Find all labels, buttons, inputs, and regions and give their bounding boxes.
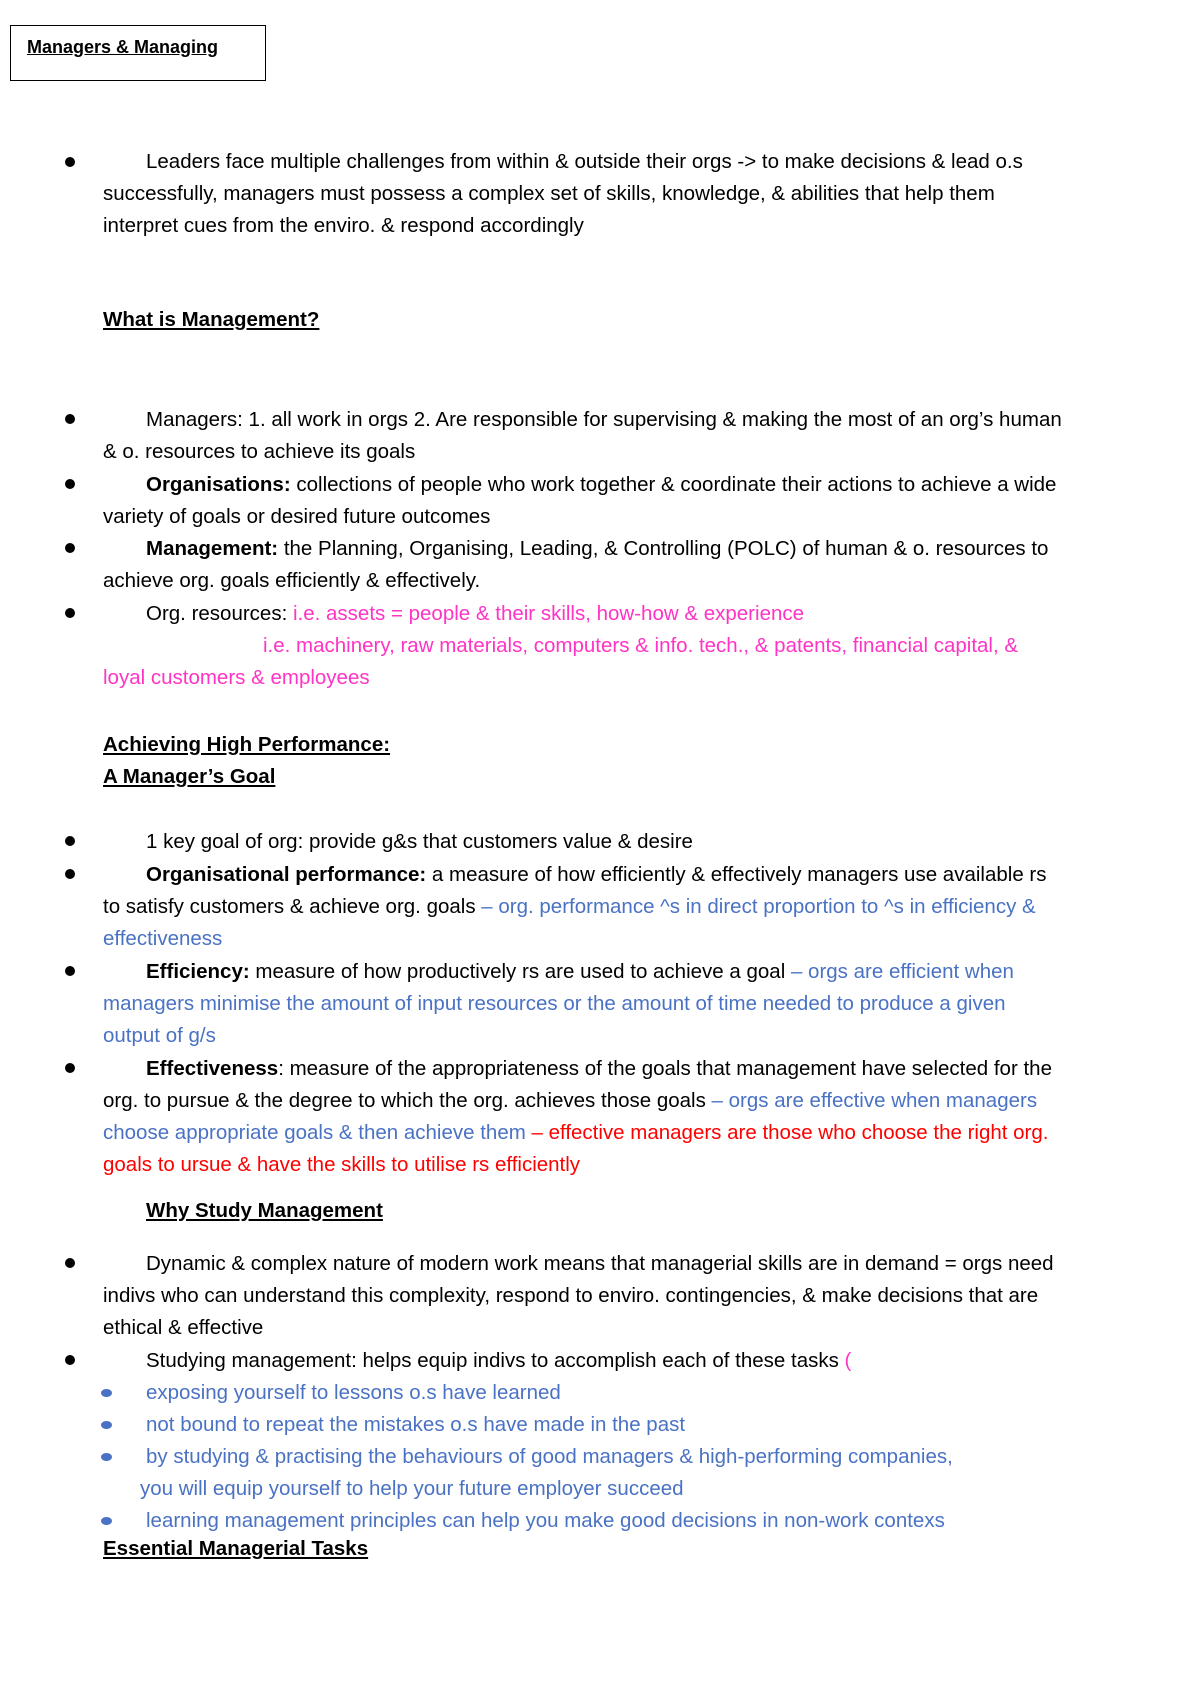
- sub-bullet-icon: [101, 1389, 112, 1397]
- bullet-icon: [65, 1063, 75, 1073]
- studying-text: Studying management: helps equip indivs to accomplish each of these tasks: [146, 1349, 845, 1372]
- goal-text: 1 key goal of org: provide g&s that customers value & desire: [146, 830, 693, 853]
- effectiveness-note: – orgs are effective when managers choose appropriate goals & then achieve them: [103, 1089, 1038, 1144]
- managers-text: Managers: 1. all work in orgs 2. Are responsible for supervising & making the most of an org’s human & o. resources to achieve its goals: [103, 408, 1062, 463]
- organisations-term: Organisations:: [146, 473, 291, 496]
- sub-item-lessons: exposing yourself to lessons o.s have learned: [146, 1381, 561, 1404]
- bullet-icon: [65, 157, 75, 167]
- resources-continuation: i.e. machinery, raw materials, computers & info. tech., & patents, financial capital, & loyal customers & employees: [103, 634, 1019, 689]
- bullet-icon: [65, 543, 75, 553]
- resources-assets-text: i.e. assets = people & their skills, how-how & experience: [292, 602, 805, 625]
- list-item-org-resources: [103, 598, 1063, 630]
- list-item-organisational-performance: [103, 859, 1063, 955]
- section-heading-why-study-management: Why Study Management: [146, 1199, 383, 1222]
- sub-item-behaviours: by studying & practising the behaviours of good managers & high-performing companies,: [146, 1445, 953, 1468]
- management-term: Management:: [146, 537, 279, 560]
- section-heading-managers-goal: A Manager’s Goal: [103, 765, 276, 788]
- bullet-icon: [65, 966, 75, 976]
- intro-paragraph: [103, 146, 1063, 242]
- management-text: the Planning, Organising, Leading, & Controlling (POLC) of human & o. resources to achieve org. goals efficiently & effectively.: [103, 537, 1049, 592]
- list-item-efficiency: [103, 956, 1063, 1052]
- sub-item-mistakes: not bound to repeat the mistakes o.s have made in the past: [146, 1413, 686, 1436]
- efficiency-note: – orgs are efficient when managers minimise the amount of input resources or the amount of time needed to produce a given output of g/s: [103, 960, 1014, 1047]
- list-item-management: [103, 533, 1063, 597]
- section-heading-achieving-high-performance: Achieving High Performance:: [103, 733, 391, 756]
- organisations-text: collections of people who work together & coordinate their actions to achieve a wide variety of goals or desired future outcomes: [103, 473, 1057, 528]
- sub-item-behaviours-continuation: you will equip yourself to help your future employer succeed: [140, 1477, 684, 1500]
- effectiveness-highlight: – effective managers are those who choose the right org. goals to ursue & have the skills to utilise rs efficiently: [103, 1121, 1049, 1176]
- list-item-key-goal: [103, 826, 1063, 858]
- bullet-icon: [65, 608, 75, 618]
- bullet-icon: [65, 1258, 75, 1268]
- bullet-icon: [65, 479, 75, 489]
- sub-item-principles: learning management principles can help you make good decisions in non-work contexs: [146, 1509, 945, 1532]
- section-heading-what-is-management: What is Management?: [103, 308, 320, 331]
- list-item-dynamic-nature: [103, 1248, 1063, 1344]
- bullet-icon: [65, 869, 75, 879]
- intro-text: Leaders face multiple challenges from within & outside their orgs -> to make decisions & lead o.s successfully, managers must possess a complex set of skills, knowledge, & abilities that help them interpret cues from the enviro. & respond accordingly: [103, 150, 1023, 237]
- sub-bullet-icon: [101, 1517, 112, 1525]
- resources-term: Org. resources:: [146, 602, 293, 625]
- list-item-organisations: [103, 469, 1063, 533]
- sub-bullet-icon: [101, 1421, 112, 1429]
- bullet-icon: [65, 1355, 75, 1365]
- list-item-managers: [103, 404, 1063, 468]
- section-heading-essential-managerial-tasks: Essential Managerial Tasks: [103, 1537, 369, 1560]
- efficiency-text: measure of how productively rs are used to achieve a goal: [249, 960, 791, 983]
- effectiveness-term: Effectiveness: [146, 1057, 279, 1080]
- studying-paren: (: [844, 1349, 852, 1372]
- efficiency-term: Efficiency:: [146, 960, 250, 983]
- document-title: Managers & Managing: [27, 37, 219, 57]
- orgperf-text: a measure of how efficiently & effectively managers use available rs to satisfy customers & achieve org. goals: [103, 863, 1047, 918]
- effectiveness-text: : measure of the appropriateness of the goals that management have selected for the org. to pursue & the degree to which the org. achieves those goals: [103, 1057, 1052, 1112]
- title-box: [10, 25, 266, 81]
- list-item-effectiveness: [103, 1053, 1063, 1181]
- list-item-studying-management: [103, 1345, 1063, 1377]
- bullet-icon: [65, 414, 75, 424]
- bullet-icon: [65, 836, 75, 846]
- orgperf-term: Organisational performance:: [146, 863, 427, 886]
- sub-bullet-icon: [101, 1453, 112, 1461]
- orgperf-note: – org. performance ^s in direct proportion to ^s in efficiency & effectiveness: [103, 895, 1036, 950]
- dynamic-text: Dynamic & complex nature of modern work means that managerial skills are in demand = orgs need indivs who can understand this complexity, respond to enviro. contingencies, & make decisions that are ethical & effective: [103, 1252, 1054, 1339]
